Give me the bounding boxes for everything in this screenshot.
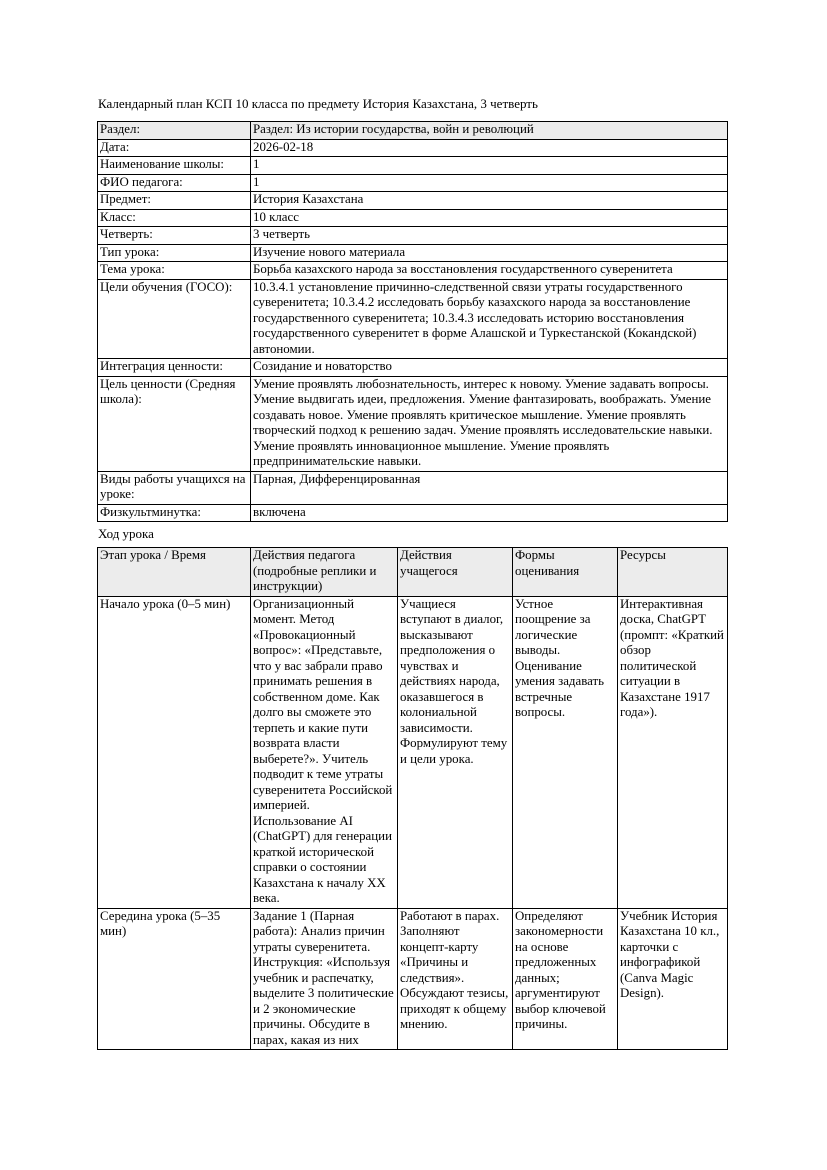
assessment-cell: Устное поощрение за логические выводы. Оценивание умения задавать встречные вопросы. bbox=[513, 596, 618, 908]
student-actions-cell: Работают в парах. Заполняют концепт-карту «Причины и следствия». Обсуждают тезисы, приходят к общему мнению. bbox=[398, 908, 513, 1050]
info-label: Тема урока: bbox=[98, 262, 251, 280]
column-header-teacher: Действия педагога (подробные реплики и инструкции) bbox=[251, 548, 398, 597]
column-header-stage: Этап урока / Время bbox=[98, 548, 251, 597]
student-actions-cell: Учащиеся вступают в диалог, высказывают предположения о чувствах и действиях народа, оказавшегося в колониальной зависимости. Формулируют тему и цели урока. bbox=[398, 596, 513, 908]
info-label: Цель ценности (Средняя школа): bbox=[98, 376, 251, 471]
info-value: 10 класс bbox=[251, 209, 728, 227]
table-row bbox=[98, 244, 728, 262]
teacher-actions-cell: Задание 1 (Парная работа): Анализ причин утраты суверенитета. Инструкция: «Используя учебник и распечатку, выделите 3 политические и 2 экономические причины. Обсудите в парах, какая из них bbox=[251, 908, 398, 1050]
table-row bbox=[98, 174, 728, 192]
table-row bbox=[98, 192, 728, 210]
info-value: 1 bbox=[251, 157, 728, 175]
info-label: Класс: bbox=[98, 209, 251, 227]
info-value: 10.3.4.1 установление причинно-следственной связи утраты государственного суверенитета; 10.3.4.2 исследовать борьбу казахского народа за восстановление государственного суверенитета; 10.3.4.3 исследовать историю восстановления государственного суверенитет в форме Алашской и Туркестанской (Кокандской) автономии. bbox=[251, 279, 728, 359]
table-row bbox=[98, 504, 728, 522]
info-label: Тип урока: bbox=[98, 244, 251, 262]
table-row bbox=[98, 122, 728, 140]
info-label: Наименование школы: bbox=[98, 157, 251, 175]
info-label: Физкультминутка: bbox=[98, 504, 251, 522]
info-label: Виды работы учащихся на уроке: bbox=[98, 471, 251, 504]
info-label: Раздел: bbox=[98, 122, 251, 140]
column-header-student: Действия учащегося bbox=[398, 548, 513, 597]
table-row bbox=[98, 279, 728, 359]
assessment-cell: Определяют закономерности на основе предложенных данных; аргументируют выбор ключевой причины. bbox=[513, 908, 618, 1050]
table-row bbox=[98, 376, 728, 471]
table-header-row bbox=[98, 548, 728, 597]
table-row bbox=[98, 139, 728, 157]
teacher-actions-cell: Организационный момент. Метод «Провокационный вопрос»: «Представьте, что у вас забрали право принимать решения в собственном доме. Как долго вы сможете это терпеть и какие пути возврата власти выберете?». Учитель подводит к теме утраты суверенитета Российской империей. Использование AI (ChatGPT) для генерации краткой исторической справки о состоянии Казахстана к началу XX века. bbox=[251, 596, 398, 908]
info-label: ФИО педагога: bbox=[98, 174, 251, 192]
info-label: Предмет: bbox=[98, 192, 251, 210]
info-value: 2026-02-18 bbox=[251, 139, 728, 157]
info-label: Четверть: bbox=[98, 227, 251, 245]
info-label: Интеграция ценности: bbox=[98, 359, 251, 377]
table-row bbox=[98, 157, 728, 175]
info-value: включена bbox=[251, 504, 728, 522]
info-label: Дата: bbox=[98, 139, 251, 157]
table-row bbox=[98, 359, 728, 377]
resources-cell: Учебник История Казахстана 10 кл., карточки с инфографикой (Canva Magic Design). bbox=[618, 908, 728, 1050]
table-row bbox=[98, 262, 728, 280]
document-content bbox=[97, 96, 727, 1050]
info-value: 3 четверть bbox=[251, 227, 728, 245]
column-header-resources: Ресурсы bbox=[618, 548, 728, 597]
info-value: Раздел: Из истории государства, войн и революций bbox=[251, 122, 728, 140]
stage-cell: Начало урока (0–5 мин) bbox=[98, 596, 251, 908]
info-value: Изучение нового материала bbox=[251, 244, 728, 262]
info-value: История Казахстана bbox=[251, 192, 728, 210]
page-title: Календарный план КСП 10 класса по предмету История Казахстана, 3 четверть bbox=[98, 96, 538, 111]
table-row bbox=[98, 908, 728, 1050]
table-row bbox=[98, 227, 728, 245]
info-value: Борьба казахского народа за восстановления государственного суверенитета bbox=[251, 262, 728, 280]
lesson-info-table bbox=[97, 121, 728, 522]
info-label: Цели обучения (ГОСО): bbox=[98, 279, 251, 359]
section-heading: Ход урока bbox=[98, 526, 154, 541]
table-row bbox=[98, 596, 728, 908]
column-header-assessment: Формы оценивания bbox=[513, 548, 618, 597]
resources-cell: Интерактивная доска, ChatGPT (промпт: «Краткий обзор политической ситуации в Казахстане 1917 года»). bbox=[618, 596, 728, 908]
info-value: Созидание и новаторство bbox=[251, 359, 728, 377]
info-value: Умение проявлять любознательность, интерес к новому. Умение задавать вопросы. Умение выдвигать идеи, предложения. Умение фантазировать, воображать. Умение создавать новое. Умение проявлять критическое мышление. Умение проявлять творческий подход к решению задач. Умение проявлять исследовательские навыки. Умение проявлять инновационное мышление. Умение проявлять предпринимательские навыки. bbox=[251, 376, 728, 471]
lesson-flow-table bbox=[97, 547, 728, 1050]
table-row bbox=[98, 209, 728, 227]
stage-cell: Середина урока (5–35 мин) bbox=[98, 908, 251, 1050]
table-row bbox=[98, 471, 728, 504]
info-value: 1 bbox=[251, 174, 728, 192]
info-value: Парная, Дифференцированная bbox=[251, 471, 728, 504]
